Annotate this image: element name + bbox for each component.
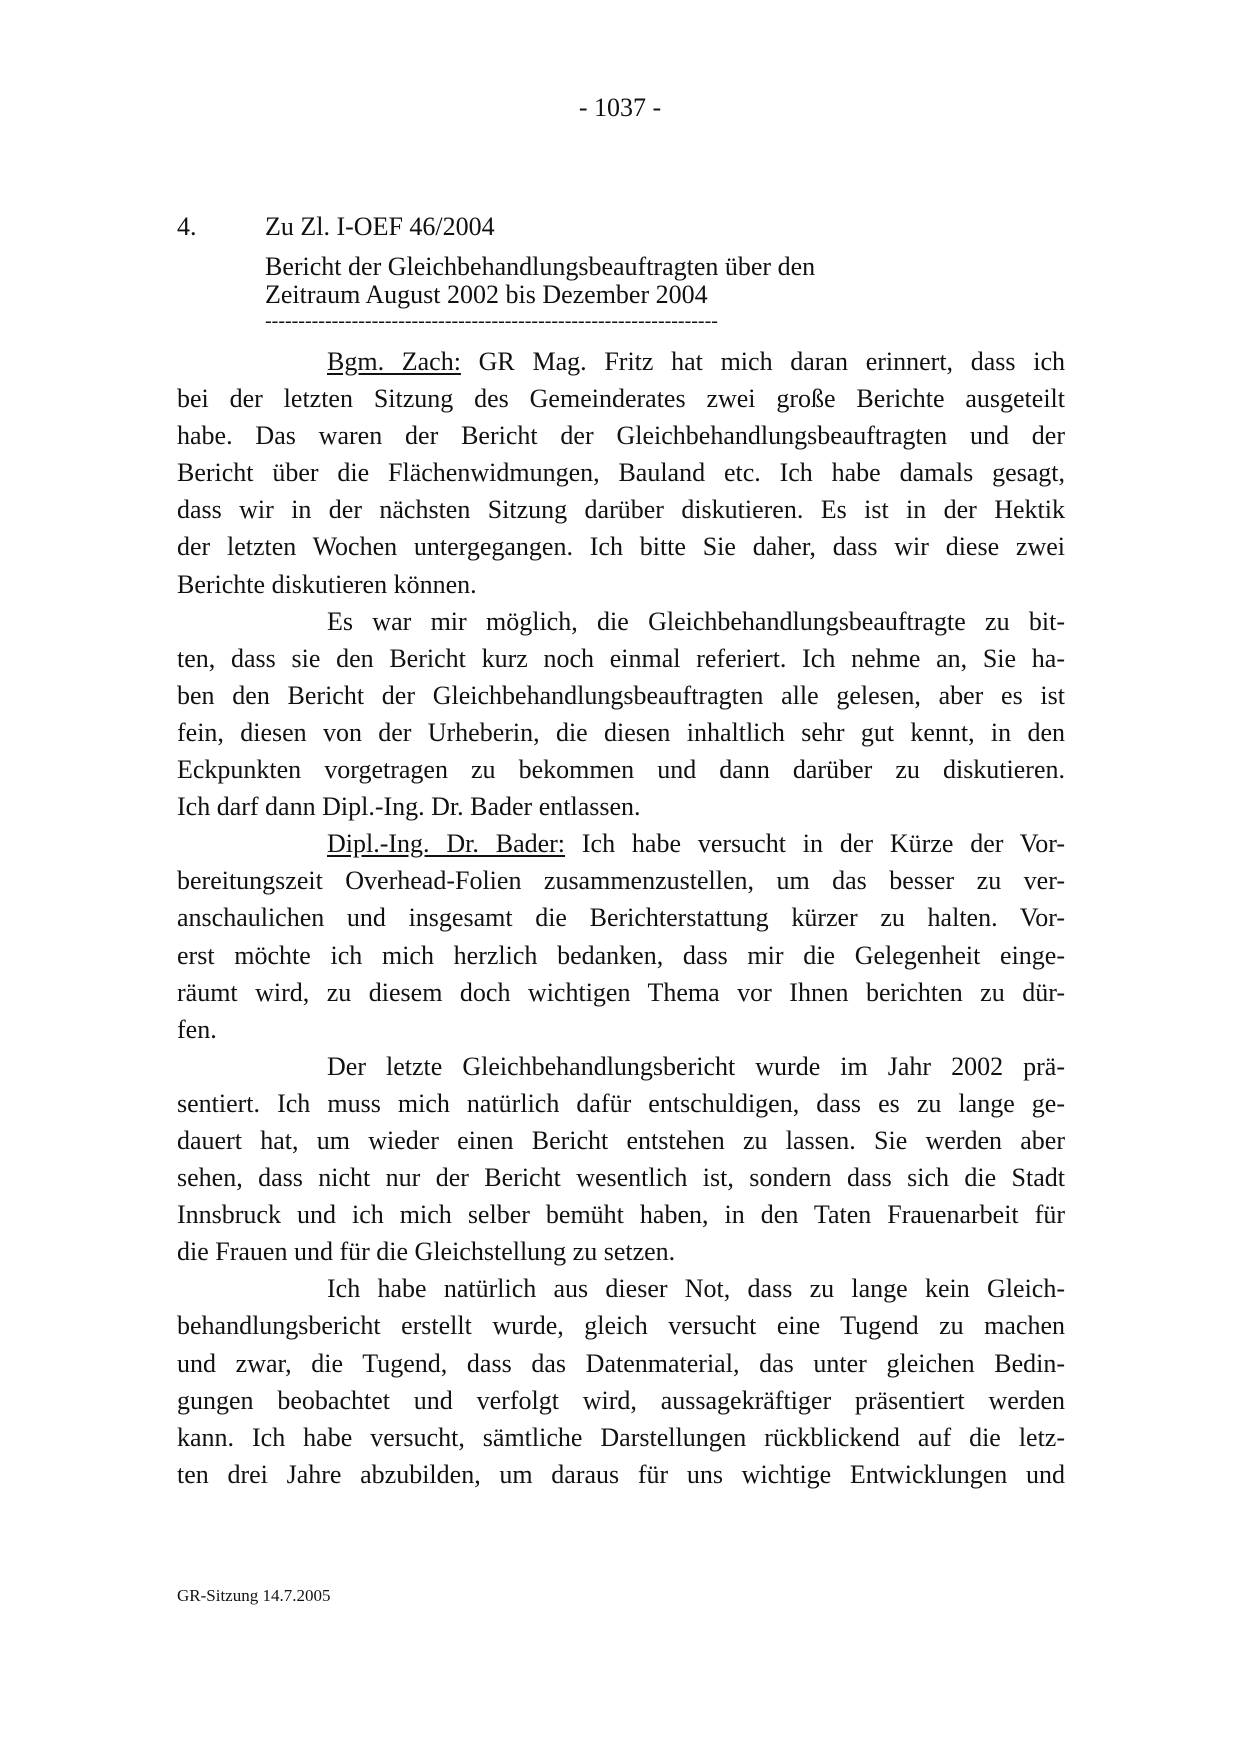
paragraph-line: Bericht über die Flächenwidmungen, Bauland etc. Ich habe damals gesagt,	[177, 458, 1065, 488]
dashed-separator: --------------------------------------------------------------------	[265, 310, 718, 332]
paragraph-line: der letzten Wochen untergegangen. Ich bitte Sie daher, dass wir diese zwei	[177, 532, 1065, 562]
minutes-body	[177, 343, 1065, 1493]
paragraph-line: ten, dass sie den Bericht kurz noch einmal referiert. Ich nehme an, Sie ha-	[177, 643, 1065, 673]
paragraph-line: dauert hat, um wieder einen Bericht entstehen zu lassen. Sie werden aber	[177, 1125, 1065, 1155]
paragraph-line: habe. Das waren der Bericht der Gleichbehandlungsbeauftragten und der	[177, 421, 1065, 451]
line-text: GR Mag. Fritz hat mich daran erinnert, dass ich	[460, 347, 1065, 376]
paragraph-line: Ich darf dann Dipl.-Ing. Dr. Bader entlassen.	[177, 792, 641, 822]
agenda-number: 4.	[177, 212, 197, 241]
agenda-subject-line: Bericht der Gleichbehandlungsbeauftragten über den	[265, 252, 816, 281]
paragraph-line: Innsbruck und ich mich selber bemüht haben, in den Taten Frauenarbeit für	[177, 1200, 1065, 1230]
paragraph-line: gungen beobachtet und verfolgt wird, aussagekräftiger präsentiert werden	[177, 1385, 1065, 1415]
speaker-name: Bgm. Zach:	[327, 347, 461, 376]
footer-session-date: GR-Sitzung 14.7.2005	[177, 1586, 331, 1605]
paragraph-line: Es war mir möglich, die Gleichbehandlungsbeauftragte zu bit-	[327, 606, 1065, 636]
paragraph-line: sehen, dass nicht nur der Bericht wesentlich ist, sondern dass sich die Stadt	[177, 1163, 1065, 1193]
agenda-reference: Zu Zl. I-OEF 46/2004	[265, 212, 495, 241]
paragraph-line: erst möchte ich mich herzlich bedanken, dass mir die Gelegenheit einge-	[177, 940, 1065, 970]
agenda-subject	[265, 253, 1025, 309]
paragraph-line	[177, 825, 1065, 862]
page-number: - 1037 -	[578, 93, 662, 122]
agenda-subject-line: Zeitraum August 2002 bis Dezember 2004	[265, 280, 708, 309]
paragraph-line: ben den Bericht der Gleichbehandlungsbeauftragten alle gelesen, aber es ist	[177, 680, 1065, 710]
paragraph-line: kann. Ich habe versucht, sämtliche Darstellungen rückblickend auf die letz-	[177, 1422, 1065, 1452]
paragraph-line	[177, 343, 1065, 380]
paragraph-line: Der letzte Gleichbehandlungsbericht wurde im Jahr 2002 prä-	[327, 1051, 1065, 1081]
paragraph-line: und zwar, die Tugend, dass das Datenmaterial, das unter gleichen Bedin-	[177, 1348, 1065, 1378]
paragraph-line: fein, diesen von der Urheberin, die diesen inhaltlich sehr gut kennt, in den	[177, 717, 1065, 747]
paragraph-line: die Frauen und für die Gleichstellung zu setzen.	[177, 1237, 676, 1267]
paragraph-line: sentiert. Ich muss mich natürlich dafür entschuldigen, dass es zu lange ge-	[177, 1088, 1065, 1118]
paragraph-line: ten drei Jahre abzubilden, um daraus für uns wichtige Entwicklungen und	[177, 1459, 1065, 1489]
paragraph-line: fen.	[177, 1014, 217, 1044]
paragraph-line: Ich habe natürlich aus dieser Not, dass zu lange kein Gleich-	[327, 1274, 1065, 1304]
paragraph-line: Eckpunkten vorgetragen zu bekommen und dann darüber zu diskutieren.	[177, 755, 1065, 785]
paragraph-line: Berichte diskutieren können.	[177, 569, 477, 599]
speaker-name: Dipl.-Ing. Dr. Bader:	[327, 829, 566, 859]
line-text: Ich habe versucht in der Kürze der Vor-	[565, 829, 1065, 859]
paragraph-line: anschaulichen und insgesamt die Berichterstattung kürzer zu halten. Vor-	[177, 903, 1065, 933]
paragraph-line: behandlungsbericht erstellt wurde, gleich versucht eine Tugend zu machen	[177, 1311, 1065, 1341]
paragraph-line: räumt wird, zu diesem doch wichtigen Thema vor Ihnen berichten zu dür-	[177, 977, 1065, 1007]
paragraph-line: bereitungszeit Overhead-Folien zusammenzustellen, um das besser zu ver-	[177, 866, 1065, 896]
paragraph-line: bei der letzten Sitzung des Gemeinderates zwei große Berichte ausgeteilt	[177, 384, 1065, 414]
paragraph-line: dass wir in der nächsten Sitzung darüber diskutieren. Es ist in der Hektik	[177, 495, 1065, 525]
